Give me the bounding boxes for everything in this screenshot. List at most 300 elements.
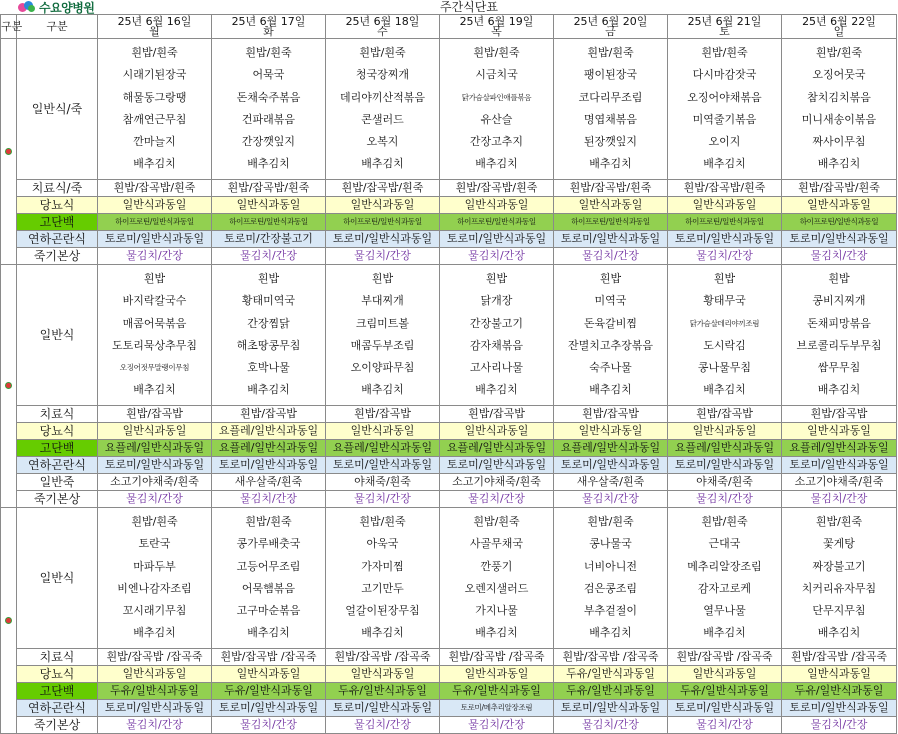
diet-label: 죽기본상 bbox=[17, 248, 98, 265]
diet-cell: 토로미/일반식과동일 bbox=[98, 700, 212, 717]
diet-cell: 요플레/일반식과동일 bbox=[326, 440, 440, 457]
diet-cell: 토로미/일반식과동일 bbox=[668, 231, 782, 248]
diet-cell: 흰밥/잡곡밥 bbox=[440, 406, 554, 423]
diet-cell: 일반식과동일 bbox=[98, 197, 212, 214]
diet-cell: 토로미/일반식과동일 bbox=[326, 457, 440, 474]
dish-item: 깐풍기 bbox=[480, 559, 513, 573]
diet-row bbox=[1, 666, 897, 683]
dish-item: 마파두부 bbox=[133, 559, 176, 573]
dish-item: 콩나물국 bbox=[589, 537, 632, 551]
dish-item: 배추김치 bbox=[475, 157, 518, 171]
dish-item: 오징어뭇국 bbox=[812, 68, 866, 82]
dish-item: 오징어야채볶음 bbox=[687, 90, 762, 104]
dish-item: 짜장불고기 bbox=[812, 559, 866, 573]
dish-item: 돈채숙주볶음 bbox=[236, 90, 301, 104]
day-weekday: 토 bbox=[719, 24, 730, 38]
dish-item: 검은콩조림 bbox=[583, 581, 638, 595]
diet-row bbox=[1, 683, 897, 700]
dish-item: 도시락김 bbox=[703, 338, 746, 352]
day-date: 25년 6월 18일 bbox=[345, 14, 420, 28]
diet-label: 당뇨식 bbox=[17, 423, 98, 440]
diet-cell: 일반식과동일 bbox=[668, 197, 782, 214]
dish-item: 시래기된장국 bbox=[122, 68, 187, 82]
dish-item: 도토리묵상추무침 bbox=[111, 338, 197, 352]
diet-row bbox=[1, 717, 897, 734]
diet-cell: 토로미/일반식과동일 bbox=[440, 231, 554, 248]
day-weekday: 일 bbox=[833, 24, 845, 38]
dish-item: 미역국 bbox=[594, 294, 627, 308]
dish-item: 열무나물 bbox=[703, 604, 746, 618]
dish-item: 꼬시래기무침 bbox=[122, 604, 187, 618]
diet-cell: 두유/일반식과동일 bbox=[212, 683, 326, 700]
meal-section-marker bbox=[1, 39, 17, 265]
diet-cell: 흰밥/잡곡밥 /잡곡죽 bbox=[782, 649, 897, 666]
diet-cell: 흰밥/잡곡밥/흰죽 bbox=[98, 180, 212, 197]
diet-cell: 두유/일반식과동일 bbox=[554, 683, 668, 700]
day-menu-cell bbox=[668, 39, 782, 180]
diet-cell: 물김치/간장 bbox=[668, 717, 782, 734]
hospital-logo bbox=[18, 0, 94, 14]
diet-cell: 일반식과동일 bbox=[668, 666, 782, 683]
dish-item: 가자미찜 bbox=[361, 559, 404, 573]
diet-cell: 흰밥/잡곡밥 /잡곡죽 bbox=[668, 649, 782, 666]
diet-cell: 토로미/일반식과동일 bbox=[98, 231, 212, 248]
dish-item: 미역줄기볶음 bbox=[692, 112, 757, 126]
day-menu-cell bbox=[554, 508, 668, 649]
day-date: 25년 6월 22일 bbox=[802, 14, 876, 28]
diet-cell: 물김치/간장 bbox=[440, 491, 554, 508]
dish-item: 오렌지샐러드 bbox=[464, 581, 529, 595]
diet-row bbox=[1, 197, 897, 214]
diet-cell: 물김치/간장 bbox=[782, 717, 897, 734]
diet-row bbox=[1, 231, 897, 248]
dish-item: 다시마감잣국 bbox=[692, 68, 757, 82]
diet-cell: 소고기야채죽/흰죽 bbox=[440, 474, 554, 491]
diet-cell: 토로미/메추리알장조림 bbox=[440, 700, 554, 717]
diet-cell: 하이프로틴/일반식과동일 bbox=[212, 214, 326, 231]
diet-cell: 일반식과동일 bbox=[326, 423, 440, 440]
dish-item: 흰밥/흰죽 bbox=[245, 46, 292, 59]
dish-item: 간장찜닭 bbox=[247, 316, 290, 330]
day-header bbox=[326, 15, 440, 39]
dish-item: 매콤어묵볶음 bbox=[122, 316, 187, 330]
general-row bbox=[1, 265, 897, 406]
diet-cell: 흰밥/잡곡밥/흰죽 bbox=[554, 180, 668, 197]
dish-item: 콩비지찌개 bbox=[812, 294, 866, 308]
diet-cell: 토로미/일반식과동일 bbox=[326, 231, 440, 248]
diet-row bbox=[1, 214, 897, 231]
diet-label: 치료식 bbox=[17, 649, 98, 666]
diet-label: 치료식/죽 bbox=[17, 180, 98, 197]
dish-item: 해초땅콩무침 bbox=[236, 338, 301, 352]
diet-cell: 요플레/일반식과동일 bbox=[782, 440, 897, 457]
dish-item: 닭가슴살데리야끼조림 bbox=[689, 318, 760, 328]
diet-cell: 하이프로틴/일반식과동일 bbox=[554, 214, 668, 231]
diet-cell: 물김치/간장 bbox=[668, 248, 782, 265]
dish-item: 흰밥/흰죽 bbox=[131, 46, 178, 59]
dish-item: 흰밥/흰죽 bbox=[701, 515, 748, 528]
dish-item: 오징어젓무말랭이무침 bbox=[119, 363, 190, 373]
dish-item: 배추김치 bbox=[475, 626, 518, 640]
dish-item: 호박나물 bbox=[247, 361, 290, 375]
day-menu-cell bbox=[98, 39, 212, 180]
dish-item: 배추김치 bbox=[703, 626, 746, 640]
dish-item: 배추김치 bbox=[589, 626, 632, 640]
dish-item: 고등어무조림 bbox=[236, 559, 301, 573]
diet-cell: 흰밥/잡곡밥 bbox=[554, 406, 668, 423]
dish-item: 배추김치 bbox=[247, 626, 290, 640]
general-row bbox=[1, 39, 897, 180]
diet-cell: 요플레/일반식과동일 bbox=[440, 440, 554, 457]
diet-cell: 흰밥/잡곡밥 bbox=[782, 406, 897, 423]
dish-item: 어묵국 bbox=[252, 68, 285, 82]
diet-cell: 흰밥/잡곡밥 bbox=[668, 406, 782, 423]
dish-item: 감자고로케 bbox=[697, 581, 752, 595]
day-weekday: 화 bbox=[263, 24, 274, 38]
diet-cell: 요플레/일반식과동일 bbox=[668, 440, 782, 457]
dish-item: 명엽채볶음 bbox=[583, 112, 638, 126]
dish-item: 치커리유자무침 bbox=[801, 581, 877, 595]
dish-item: 참깨연근무침 bbox=[122, 112, 187, 126]
dish-item: 황태미역국 bbox=[241, 294, 296, 308]
diet-cell: 흰밥/잡곡밥 /잡곡죽 bbox=[440, 649, 554, 666]
day-menu-cell bbox=[440, 39, 554, 180]
dish-item: 배추김치 bbox=[247, 157, 290, 171]
dish-item: 흰밥/흰죽 bbox=[473, 46, 520, 59]
flower-icon bbox=[5, 148, 12, 155]
dish-item: 배추김치 bbox=[817, 157, 861, 171]
dish-item: 배추김치 bbox=[589, 157, 632, 171]
diet-cell: 물김치/간장 bbox=[782, 491, 897, 508]
diet-cell: 토로미/일반식과동일 bbox=[668, 700, 782, 717]
diet-cell: 야채죽/흰죽 bbox=[326, 474, 440, 491]
meal-section-marker bbox=[1, 265, 17, 508]
diet-row bbox=[1, 649, 897, 666]
diet-cell: 물김치/간장 bbox=[326, 248, 440, 265]
diet-cell: 일반식과동일 bbox=[440, 423, 554, 440]
diet-cell: 일반식과동일 bbox=[98, 423, 212, 440]
diet-cell: 토로미/일반식과동일 bbox=[782, 231, 897, 248]
dish-item: 건파래볶음 bbox=[241, 112, 296, 126]
dish-item: 꽃게탕 bbox=[823, 537, 855, 551]
dish-item: 흰밥/흰죽 bbox=[473, 515, 520, 528]
diet-cell: 일반식과동일 bbox=[782, 197, 897, 214]
flower-icon bbox=[5, 382, 12, 389]
diet-cell: 소고기야채죽/흰죽 bbox=[782, 474, 897, 491]
diet-cell: 흰밥/잡곡밥 /잡곡죽 bbox=[554, 649, 668, 666]
diet-row bbox=[1, 474, 897, 491]
dish-item: 브로콜리두부무침 bbox=[796, 338, 882, 352]
dish-item: 흰밥 bbox=[371, 272, 394, 285]
diet-cell: 하이프로틴/일반식과동일 bbox=[668, 214, 782, 231]
diet-cell: 하이프로틴/일반식과동일 bbox=[782, 214, 897, 231]
dish-item: 흰밥 bbox=[828, 272, 850, 285]
dish-item: 닭개장 bbox=[480, 294, 513, 308]
diet-row bbox=[1, 440, 897, 457]
day-header bbox=[668, 15, 782, 39]
day-menu-cell bbox=[326, 39, 440, 180]
dish-item: 쌈무무침 bbox=[817, 361, 861, 375]
diet-cell: 두유/일반식과동일 bbox=[440, 683, 554, 700]
day-menu-cell bbox=[212, 39, 326, 180]
diet-cell: 흰밥/잡곡밥/흰죽 bbox=[440, 180, 554, 197]
corner-cell: 구분 bbox=[1, 15, 17, 39]
dish-item: 가지나물 bbox=[475, 604, 518, 618]
day-menu-cell bbox=[554, 265, 668, 406]
diet-cell: 흰밥/잡곡밥 /잡곡죽 bbox=[326, 649, 440, 666]
dish-item: 흰밥/흰죽 bbox=[587, 46, 634, 59]
diet-cell: 일반식과동일 bbox=[782, 423, 897, 440]
diet-cell: 토로미/일반식과동일 bbox=[440, 457, 554, 474]
dish-item: 단무지무침 bbox=[812, 604, 866, 618]
day-weekday: 수 bbox=[377, 24, 388, 38]
dish-item: 아욱국 bbox=[366, 537, 399, 551]
dish-item: 고기만두 bbox=[361, 581, 404, 595]
diet-cell: 물김치/간장 bbox=[98, 491, 212, 508]
diet-row bbox=[1, 457, 897, 474]
dish-item: 간장불고기 bbox=[469, 316, 524, 330]
diet-cell: 물김치/간장 bbox=[212, 717, 326, 734]
dish-item: 흰밥/흰죽 bbox=[587, 515, 634, 528]
day-menu-cell bbox=[668, 508, 782, 649]
diet-cell: 일반식과동일 bbox=[668, 423, 782, 440]
diet-cell: 흰밥/잡곡밥 bbox=[98, 406, 212, 423]
diet-cell: 흰밥/잡곡밥/흰죽 bbox=[326, 180, 440, 197]
dish-item: 배추김치 bbox=[133, 383, 176, 397]
dish-item: 콩가루배춧국 bbox=[236, 537, 301, 551]
diet-cell: 하이프로틴/일반식과동일 bbox=[440, 214, 554, 231]
diet-cell: 흰밥/잡곡밥 /잡곡죽 bbox=[98, 649, 212, 666]
dish-item: 크림미트볼 bbox=[355, 316, 410, 330]
diet-cell: 토로미/일반식과동일 bbox=[782, 700, 897, 717]
dish-item: 유산슬 bbox=[480, 112, 513, 126]
dish-item: 부대찌개 bbox=[361, 294, 404, 308]
dish-item: 코다리무조림 bbox=[578, 90, 643, 104]
general-row bbox=[1, 508, 897, 649]
dish-item: 사골무채국 bbox=[469, 537, 524, 551]
diet-label: 치료식 bbox=[17, 406, 98, 423]
dish-item: 황태무국 bbox=[703, 294, 746, 308]
diet-label: 당뇨식 bbox=[17, 666, 98, 683]
page-title: 주간식단표 bbox=[440, 0, 498, 14]
diet-cell: 토로미/일반식과동일 bbox=[782, 457, 897, 474]
dish-item: 흰밥/흰죽 bbox=[359, 46, 406, 59]
dish-item: 메추리알장조림 bbox=[687, 559, 762, 573]
day-menu-cell bbox=[212, 508, 326, 649]
dish-item: 닭가슴살파인애플볶음 bbox=[461, 92, 532, 102]
diet-cell: 물김치/간장 bbox=[98, 717, 212, 734]
dish-item: 콘샐러드 bbox=[361, 112, 404, 126]
day-header bbox=[782, 15, 897, 39]
dish-item: 팽이된장국 bbox=[583, 68, 638, 82]
dish-item: 배추김치 bbox=[475, 383, 518, 397]
day-menu-cell bbox=[440, 508, 554, 649]
dish-item: 청국장찌개 bbox=[355, 68, 410, 82]
dish-item: 흰밥 bbox=[143, 272, 166, 285]
day-date: 25년 6월 17일 bbox=[231, 14, 306, 28]
diet-row bbox=[1, 406, 897, 423]
diet-label: 당뇨식 bbox=[17, 197, 98, 214]
header-row bbox=[1, 15, 897, 39]
meal-section-marker bbox=[1, 508, 17, 734]
diet-cell: 두유/일반식과동일 bbox=[668, 683, 782, 700]
diet-label: 고단백 bbox=[17, 440, 98, 457]
diet-cell: 흰밥/잡곡밥 /잡곡죽 bbox=[212, 649, 326, 666]
dish-item: 근대국 bbox=[708, 537, 741, 551]
dish-item: 배추김치 bbox=[589, 383, 632, 397]
diet-cell: 일반식과동일 bbox=[554, 197, 668, 214]
diet-cell: 야채죽/흰죽 bbox=[668, 474, 782, 491]
diet-cell: 일반식과동일 bbox=[98, 666, 212, 683]
diet-cell: 흰밥/잡곡밥 bbox=[326, 406, 440, 423]
diet-cell: 물김치/간장 bbox=[326, 717, 440, 734]
category-label: 일반식 bbox=[17, 508, 98, 649]
dish-item: 부추겉절이 bbox=[583, 604, 638, 618]
diet-cell: 토로미/일반식과동일 bbox=[554, 231, 668, 248]
flower-icon bbox=[5, 617, 12, 624]
day-weekday: 금 bbox=[605, 24, 616, 38]
diet-cell: 물김치/간장 bbox=[440, 248, 554, 265]
diet-cell: 토로미/일반식과동일 bbox=[98, 457, 212, 474]
dish-item: 매콤두부조림 bbox=[350, 338, 415, 352]
day-header bbox=[212, 15, 326, 39]
day-weekday: 목 bbox=[491, 24, 502, 38]
diet-label: 고단백 bbox=[17, 214, 98, 231]
dish-item: 배추김치 bbox=[361, 157, 404, 171]
diet-cell: 일반식과동일 bbox=[440, 197, 554, 214]
dish-item: 돈육갈비찜 bbox=[583, 316, 638, 330]
dish-item: 배추김치 bbox=[247, 383, 290, 397]
dish-item: 배추김치 bbox=[361, 383, 404, 397]
dish-item: 흰밥 bbox=[713, 272, 736, 285]
dish-item: 참치김치볶음 bbox=[807, 90, 871, 104]
diet-cell: 물김치/간장 bbox=[554, 248, 668, 265]
diet-label: 연하곤란식 bbox=[17, 700, 98, 717]
diet-cell: 일반식과동일 bbox=[212, 666, 326, 683]
diet-cell: 토로미/일반식과동일 bbox=[212, 457, 326, 474]
dish-item: 비엔나감자조림 bbox=[117, 581, 192, 595]
diet-label: 죽기본상 bbox=[17, 491, 98, 508]
diet-cell: 물김치/간장 bbox=[668, 491, 782, 508]
dish-item: 간장고추지 bbox=[469, 135, 524, 149]
diet-cell: 두유/일반식과동일 bbox=[326, 683, 440, 700]
day-menu-cell bbox=[98, 265, 212, 406]
dish-item: 너비아니전 bbox=[583, 559, 638, 573]
day-menu-cell bbox=[782, 265, 897, 406]
dish-item: 흰밥/흰죽 bbox=[815, 46, 863, 59]
day-weekday: 월 bbox=[149, 24, 160, 38]
dish-item: 시금치국 bbox=[475, 68, 518, 82]
dish-item: 흰밥 bbox=[599, 272, 622, 285]
diet-cell: 일반식과동일 bbox=[554, 423, 668, 440]
dish-item: 배추김치 bbox=[133, 157, 176, 171]
dish-item: 간장깻잎지 bbox=[241, 135, 296, 149]
day-header bbox=[554, 15, 668, 39]
diet-cell: 토로미/일반식과동일 bbox=[554, 457, 668, 474]
logo-text: 수요양병원 bbox=[39, 0, 95, 15]
diet-cell: 두유/일반식과동일 bbox=[782, 683, 897, 700]
diet-row bbox=[1, 700, 897, 717]
diet-cell: 요플레/일반식과동일 bbox=[554, 440, 668, 457]
day-date: 25년 6월 21일 bbox=[687, 14, 762, 28]
category-label: 일반식 bbox=[17, 265, 98, 406]
diet-cell: 토로미/일반식과동일 bbox=[326, 700, 440, 717]
diet-cell: 일반식과동일 bbox=[212, 197, 326, 214]
diet-cell: 요플레/일반식과동일 bbox=[212, 440, 326, 457]
diet-row bbox=[1, 248, 897, 265]
dish-item: 어묵햄볶음 bbox=[241, 581, 296, 595]
diet-cell: 물김치/간장 bbox=[212, 491, 326, 508]
dish-item: 흰밥/흰죽 bbox=[359, 515, 406, 528]
dish-item: 흰밥 bbox=[257, 272, 280, 285]
dish-item: 미니새송이볶음 bbox=[801, 112, 877, 126]
diet-cell: 물김치/간장 bbox=[440, 717, 554, 734]
diet-cell: 토로미/일반식과동일 bbox=[668, 457, 782, 474]
dish-item: 숙주나물 bbox=[589, 361, 632, 375]
diet-cell: 흰밥/잡곡밥 bbox=[212, 406, 326, 423]
gubun-header: 구분 bbox=[17, 15, 98, 39]
diet-cell: 토로미/일반식과동일 bbox=[212, 700, 326, 717]
day-menu-cell bbox=[326, 265, 440, 406]
day-menu-cell bbox=[212, 265, 326, 406]
dish-item: 배추김치 bbox=[133, 626, 176, 640]
dish-item: 잔멸치고추장볶음 bbox=[567, 338, 653, 352]
dish-item: 흰밥 bbox=[485, 272, 508, 285]
dish-item: 돈채피망볶음 bbox=[807, 316, 871, 330]
diet-row bbox=[1, 423, 897, 440]
day-menu-cell bbox=[98, 508, 212, 649]
dish-item: 된장깻잎지 bbox=[583, 135, 638, 149]
logo-mark-icon bbox=[18, 1, 36, 13]
diet-cell: 흰밥/잡곡밥/흰죽 bbox=[668, 180, 782, 197]
diet-cell: 새우살죽/흰죽 bbox=[212, 474, 326, 491]
dish-item: 해물동그랑땡 bbox=[122, 90, 187, 104]
dish-item: 짜사이무침 bbox=[812, 135, 866, 149]
dish-item: 얼갈이된장무침 bbox=[345, 604, 420, 618]
menu-table bbox=[0, 14, 897, 734]
diet-cell: 흰밥/잡곡밥/흰죽 bbox=[782, 180, 897, 197]
dish-item: 오복지 bbox=[366, 135, 399, 149]
diet-cell: 요플레/일반식과동일 bbox=[212, 423, 326, 440]
day-date: 25년 6월 20일 bbox=[573, 14, 648, 28]
dish-item: 고구마순볶음 bbox=[236, 604, 301, 618]
day-date: 25년 6월 19일 bbox=[459, 14, 534, 28]
day-menu-cell bbox=[782, 508, 897, 649]
dish-item: 배추김치 bbox=[703, 383, 746, 397]
category-label: 일반식/죽 bbox=[17, 39, 98, 180]
dish-item: 감자채볶음 bbox=[469, 338, 524, 352]
dish-item: 오이지 bbox=[708, 135, 741, 149]
diet-label: 죽기본상 bbox=[17, 717, 98, 734]
diet-cell: 물김치/간장 bbox=[326, 491, 440, 508]
diet-row bbox=[1, 491, 897, 508]
diet-cell: 일반식과동일 bbox=[326, 666, 440, 683]
day-menu-cell bbox=[668, 265, 782, 406]
dish-item: 배추김치 bbox=[817, 383, 861, 397]
diet-cell: 소고기야채죽/흰죽 bbox=[98, 474, 212, 491]
dish-item: 오이양파무침 bbox=[350, 361, 415, 375]
diet-cell: 물김치/간장 bbox=[554, 717, 668, 734]
day-header bbox=[440, 15, 554, 39]
dish-item: 흰밥/흰죽 bbox=[245, 515, 292, 528]
diet-label: 일반죽 bbox=[17, 474, 98, 491]
dish-item: 토란국 bbox=[138, 537, 171, 551]
diet-cell: 물김치/간장 bbox=[212, 248, 326, 265]
diet-cell: 일반식과동일 bbox=[326, 197, 440, 214]
diet-cell: 새우살죽/흰죽 bbox=[554, 474, 668, 491]
dish-item: 고사리나물 bbox=[469, 361, 524, 375]
dish-item: 콩나물무침 bbox=[697, 361, 752, 375]
